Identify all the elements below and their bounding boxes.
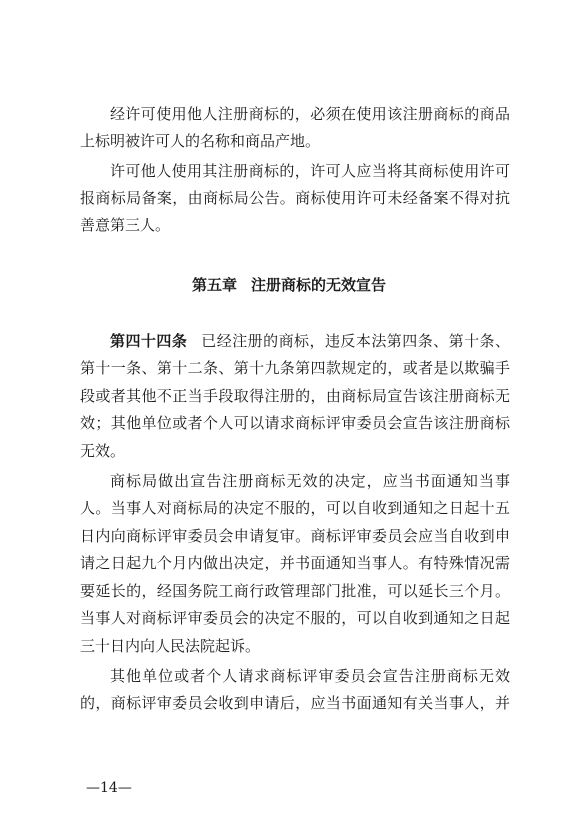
paragraph-line: 要延长的，经国务院工商行政管理部门批准，可以延长三个月。 [80, 582, 510, 600]
paragraph-line: 许可他人使用其注册商标的，许可人应当将其商标使用许可 [110, 162, 510, 180]
chapter-title: 注册商标的无效宣告 [251, 276, 387, 294]
paragraph-line: 效；其他单位或者个人可以请求商标评审委员会宣告该注册商标 [80, 414, 510, 432]
article-first-line [80, 331, 510, 351]
paragraph-line: 请之日起九个月内做出决定，并书面通知当事人。有特殊情况需 [80, 554, 510, 572]
paragraph-line: 人。当事人对商标局的决定不服的，可以自收到通知之日起十五 [80, 499, 510, 517]
paragraph-line: 日内向商标评审委员会申请复审。商标评审委员会应当自收到申 [80, 527, 510, 545]
paragraph-line: 无效。 [80, 442, 126, 460]
chapter-number: 第五章 [191, 276, 237, 294]
paragraph-line: 当事人对商标评审委员会的决定不服的，可以自收到通知之日起 [80, 609, 510, 627]
paragraph-line: 商标局做出宣告注册商标无效的决定，应当书面通知当事 [110, 472, 510, 490]
paragraph-line: 的，商标评审委员会收到申请后，应当书面通知有关当事人，并 [80, 694, 510, 712]
page-number: —14— [86, 780, 132, 796]
article-text: 已经注册的商标，违反本法第四条、第十条、 [201, 332, 510, 350]
paragraph-line: 上标明被许可人的名称和商品产地。 [80, 132, 321, 150]
paragraph-line: 经许可使用他人注册商标的，必须在使用该注册商标的商品 [110, 105, 510, 123]
paragraph-line: 三十日内向人民法院起诉。 [80, 637, 261, 655]
paragraph-line: 善意第三人。 [80, 216, 171, 234]
paragraph-line: 报商标局备案，由商标局公告。商标使用许可未经备案不得对抗 [80, 189, 510, 207]
paragraph-line: 其他单位或者个人请求商标评审委员会宣告注册商标无效 [110, 667, 510, 685]
article-number: 第四十四条 [110, 332, 188, 350]
paragraph-line: 段或者其他不正当手段取得注册的，由商标局宣告该注册商标无 [80, 387, 510, 405]
chapter-heading [0, 275, 578, 295]
paragraph-line: 第十一条、第十二条、第十九条第四款规定的，或者是以欺骗手 [80, 359, 510, 377]
